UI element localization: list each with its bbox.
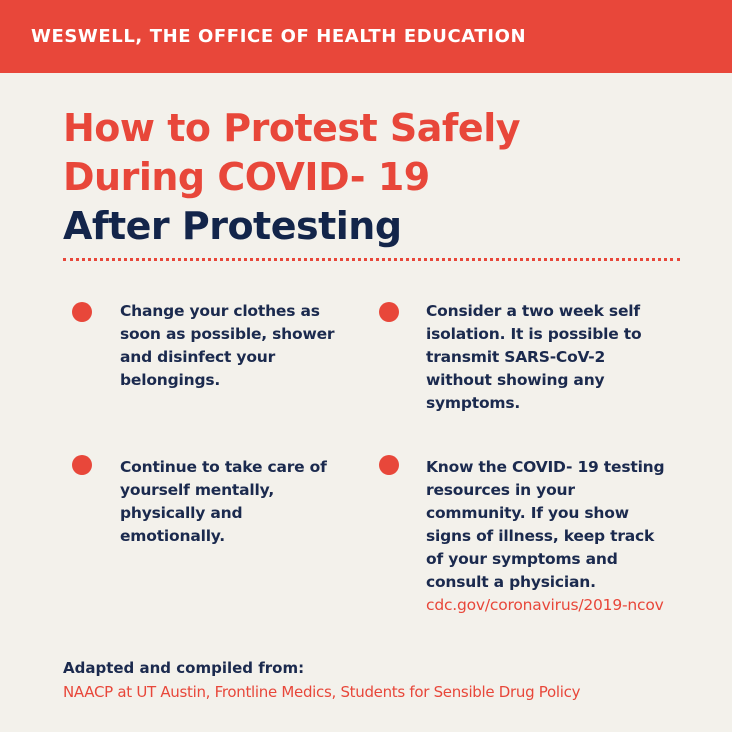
header-banner xyxy=(0,0,732,73)
bullet-dot-icon xyxy=(72,302,92,322)
page-subtitle: After Protesting xyxy=(63,204,402,248)
bullet-item-text: Continue to take care of yourself mentally, physically and emotionally. xyxy=(120,458,327,545)
bullet-dot-icon xyxy=(72,455,92,475)
bullet-item xyxy=(120,300,342,392)
footer-sources: NAACP at UT Austin, Frontline Medics, Students for Sensible Drug Policy xyxy=(63,683,581,701)
cdc-link[interactable]: cdc.gov/coronavirus/2019-ncov xyxy=(426,596,664,614)
footer-label: Adapted and compiled from: xyxy=(63,659,305,677)
bullet-item xyxy=(426,300,656,415)
dotted-divider xyxy=(63,258,680,261)
page-title-line-1: How to Protest Safely xyxy=(63,106,521,150)
bullet-item xyxy=(120,456,346,548)
page-title-line-2: During COVID- 19 xyxy=(63,155,430,199)
bullet-item-text: Consider a two week self isolation. It is possible to transmit SARS-CoV-2 without showing any symptoms. xyxy=(426,302,642,412)
bullet-item xyxy=(426,456,668,617)
bullet-item-text: Change your clothes as soon as possible, shower and disinfect your belongings. xyxy=(120,302,335,389)
bullet-dot-icon xyxy=(379,302,399,322)
bullet-item-text: Know the COVID- 19 testing resources in your community. If you show signs of illness, keep track of your symptoms and consult a physician. xyxy=(426,458,665,591)
banner-title: WESWELL, THE OFFICE OF HEALTH EDUCATION xyxy=(31,26,527,47)
bullet-dot-icon xyxy=(379,455,399,475)
